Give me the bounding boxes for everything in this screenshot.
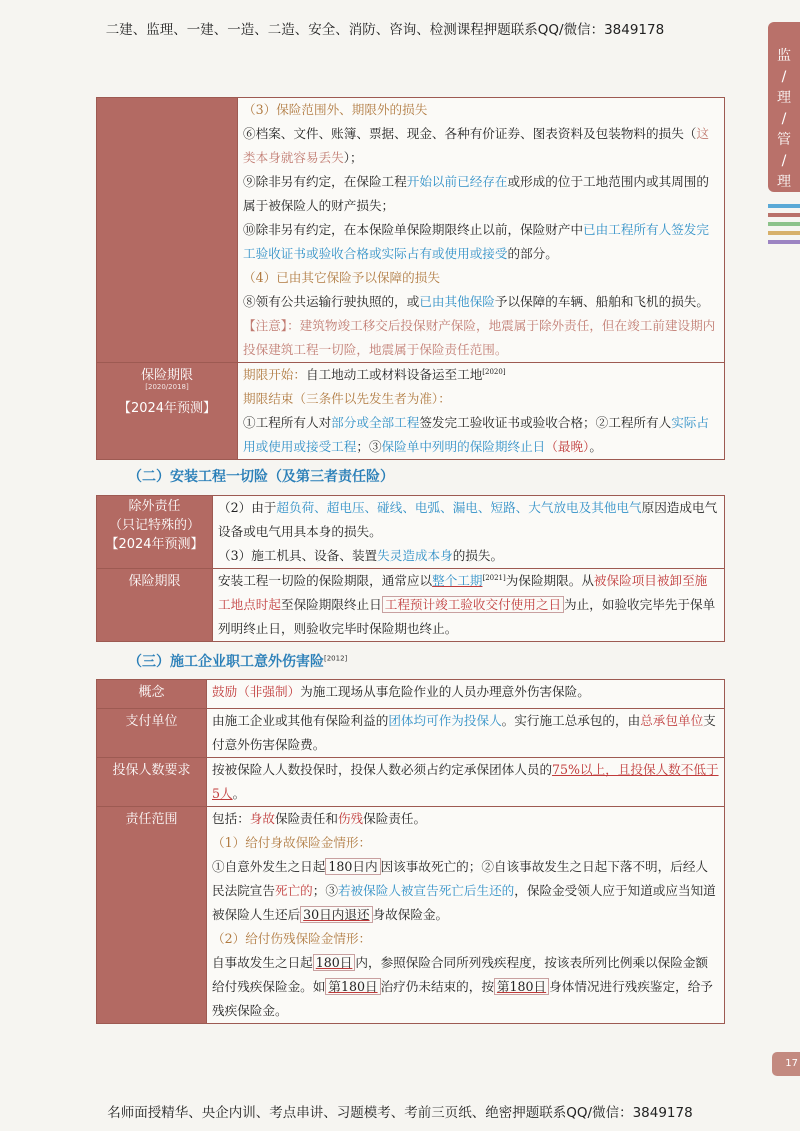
text: 已由其他保险: [419, 294, 495, 309]
stripe: [768, 240, 800, 244]
text: 支付意外伤害保险费。: [212, 713, 716, 752]
side-tab-char: 理: [777, 174, 791, 190]
line: [218, 544, 719, 568]
label-cell-empty: [97, 98, 238, 363]
payer-content: [207, 709, 725, 758]
side-color-stripes: [768, 204, 800, 249]
text: 的部分。: [507, 246, 558, 261]
label-insurance-period: 保险期限: [97, 569, 213, 642]
text: 至保险期限终止日: [280, 597, 382, 612]
section-heading-2: （二）安装工程一切险（及第三者责任险）: [128, 469, 394, 485]
text: 失灵造成本身: [377, 548, 453, 563]
text: 按被保险人人数投保时，投保人数必须占约定承保团体人员的: [212, 762, 553, 777]
text: 予以保障的车辆、船舶和飞机的损失。: [494, 294, 709, 309]
text: ⑨除非另有约定，在保险工程: [243, 174, 407, 189]
text: ，保险金受领人应于知道或应当知道被保险人生还后: [212, 883, 716, 922]
period-start: [243, 363, 719, 387]
text: 包括：: [212, 811, 250, 826]
table-row: [97, 807, 725, 1024]
text: 的损失。: [452, 548, 504, 563]
stripe: [768, 213, 800, 217]
chapter-side-tab: [768, 22, 800, 192]
line: [218, 569, 719, 641]
text: 团体均可作为投保人: [388, 713, 502, 728]
text: （2）由于: [218, 500, 277, 515]
page-number-tab: 17: [772, 1052, 800, 1076]
text: 身故: [249, 811, 275, 826]
line: [218, 496, 719, 544]
table-construction-insurance: [96, 97, 725, 460]
text: 75%以上，且投保人数不低于5人: [212, 762, 719, 801]
text: ）；: [343, 150, 363, 165]
subheading: （4）已由其它保险予以保障的损失: [243, 270, 440, 285]
label-scope: 责任范围: [97, 807, 207, 1024]
stripe: [768, 204, 800, 208]
text: ⑥档案、文件、账簿、票据、现金、各种有价证券、图表资料及包装物料的损失（: [243, 126, 697, 141]
text: 。实行施工总承包的，由: [501, 713, 641, 728]
label-text: 保险期限: [140, 368, 193, 383]
text: ①工程所有人对: [243, 415, 332, 430]
table-row: [97, 758, 725, 807]
text: 自工地动工或材料设备运至工地: [305, 367, 483, 382]
subheading: （2）给付伤残保险金情形：: [212, 931, 372, 946]
period-content: [213, 569, 725, 642]
text: ①自意外发生之日起: [212, 859, 326, 874]
table-row: [97, 680, 725, 709]
item-10: [243, 218, 719, 266]
table-row: [97, 98, 725, 363]
label-text: 除外责任: [128, 499, 181, 514]
side-tab-sep: /: [781, 111, 787, 127]
text: 180日: [313, 954, 356, 971]
label-insurance-period: [97, 363, 238, 460]
text: 死亡的: [274, 883, 313, 898]
line: [212, 855, 719, 927]
headcount-content: [207, 758, 725, 807]
page-header: 二建、监理、一建、一造、二造、安全、消防、咨询、检测课程押题联系QQ/微信：3849178: [105, 22, 665, 38]
text: 超负荷、超电压、碰线、电弧、漏电、短路、大气放电及其他电气: [276, 500, 642, 515]
table-accident-insurance: [96, 679, 725, 1024]
text: （3）施工机具、设备、装置: [218, 548, 378, 563]
side-tab-char: 理: [777, 90, 791, 106]
table-installation-insurance: [96, 495, 725, 642]
exclusions-content: [213, 496, 725, 569]
text: 签发完工验收证书或验收合格；②工程所有人: [419, 415, 672, 430]
line: [212, 807, 719, 831]
table-row: [97, 569, 725, 642]
page-footer: 名师面授精华、央企内训、考点串讲、习题模考、考前三页纸、绝密押题联系QQ/微信：3849178: [107, 1105, 693, 1121]
text: 保险责任和: [274, 811, 338, 826]
text: 伤残: [337, 811, 364, 826]
text: 保险单中列明的保险期终止日: [381, 439, 546, 454]
text: 身体情况进行残疾鉴定，给予残疾保险金。: [212, 979, 713, 1018]
label-text: 【2024年预测】: [105, 537, 204, 552]
side-tab-char: 监: [777, 48, 791, 64]
text: 30日内退还: [300, 906, 372, 923]
label-exclusions: [97, 496, 213, 569]
text: （三）施工企业职工意外伤害险: [128, 654, 324, 670]
text: 若被保险人被宣告死亡后生还的: [337, 883, 515, 898]
table-row: [97, 363, 725, 460]
period-end-conditions: [243, 411, 719, 459]
label-headcount: 投保人数要求: [97, 758, 207, 807]
text: 为施工现场从事危险作业的人员办理意外伤害保险。: [300, 684, 590, 699]
text: 。: [589, 439, 602, 454]
label-forecast: 【2024年预测】: [117, 401, 217, 416]
text: 实际占用或使用或接受工程: [243, 415, 709, 454]
text: 部分或全部工程: [331, 415, 420, 430]
text: 鼓励（非强制）: [212, 684, 301, 699]
text: 治疗仍未结束的，按: [380, 979, 494, 994]
note: 【注意】：建筑物竣工移交后投保财产保险，地震属于除外责任，但在竣工前建设期内投保建筑工程一切险，地震属于保险责任范围。: [243, 318, 716, 357]
text: 安装工程一切险的保险期限，通常应以: [218, 573, 433, 588]
label-years: [2020/2018]: [145, 383, 189, 391]
text: （最晚）: [545, 439, 590, 454]
stripe: [768, 231, 800, 235]
text: 期限开始：: [243, 367, 306, 382]
exclusions-content: [238, 98, 725, 363]
text: 180日内: [325, 858, 380, 875]
text: 整个工期: [432, 573, 483, 588]
section-heading-3: [128, 651, 347, 671]
text: 或形成的位于工地范围内或其周围的属于被保险人的财产损失；: [243, 174, 709, 213]
text: 被保险项目被卸至施工地点时起: [218, 573, 708, 612]
text: 。: [232, 786, 246, 801]
period-content: [238, 363, 725, 460]
item-6: [243, 122, 719, 170]
item-8: [243, 290, 719, 314]
scope-content: [207, 807, 725, 1024]
year-tag: [2020]: [482, 367, 506, 376]
text: ；③: [312, 883, 338, 898]
text: 为保险期限。从: [505, 573, 594, 588]
text: 为止，如验收完毕先于保单列明终止日，则验收完毕时保险期也终止。: [218, 597, 716, 636]
side-tab-char: 管: [777, 132, 791, 148]
text: 第180日: [494, 978, 549, 995]
line: [212, 951, 719, 1023]
text: 工程预计竣工验收交付使用之日: [382, 596, 564, 613]
side-tab-sep: /: [781, 69, 787, 85]
text: ；③: [356, 439, 382, 454]
text: ⑩除非另有约定，在本保险单保险期限终止以前，保险财产中: [243, 222, 584, 237]
label-payer: 支付单位: [97, 709, 207, 758]
text: 由施工企业或其他有保险利益的: [212, 713, 389, 728]
text: ⑧领有公共运输行驶执照的，或: [243, 294, 420, 309]
label-text: （只记特殊的）: [108, 518, 200, 533]
text: 保险责任。: [363, 811, 427, 826]
text: 身故保险金。: [372, 907, 449, 922]
text: 这类本身就容易丢失: [243, 126, 709, 165]
text: 因该事故死亡的；②自该事故发生之日起下落不明，后经人民法院宣告: [212, 859, 709, 898]
text: 开始以前已经存在: [406, 174, 508, 189]
text: 总承包单位: [640, 713, 704, 728]
stripe: [768, 222, 800, 226]
year-tag: [2021]: [482, 573, 506, 582]
text: 第180日: [325, 978, 380, 995]
text: 内，参照保险合同所列残疾程度，按该表所列比例乘以保险金额给付残疾保险金。如: [212, 955, 709, 994]
item-9: [243, 170, 719, 218]
table-row: [97, 496, 725, 569]
subheading: （1）给付身故保险金情形：: [212, 835, 372, 850]
text: 已由工程所有人签发完工验收证书或验收合格或实际占有或使用或接受: [243, 222, 709, 261]
text: 原因造成电气设备或电气用具本身的损失。: [218, 500, 718, 539]
text: 自事故发生之日起: [212, 955, 313, 970]
table-row: [97, 709, 725, 758]
side-tab-sep: /: [781, 153, 787, 169]
concept-content: [207, 680, 725, 709]
subheading: （3）保险范围外、期限外的损失: [243, 102, 428, 117]
year-tag: [2012]: [324, 654, 348, 663]
label-concept: 概念: [97, 680, 207, 709]
period-end-title: 期限结束（三条件以先发生者为准）：: [243, 391, 451, 406]
